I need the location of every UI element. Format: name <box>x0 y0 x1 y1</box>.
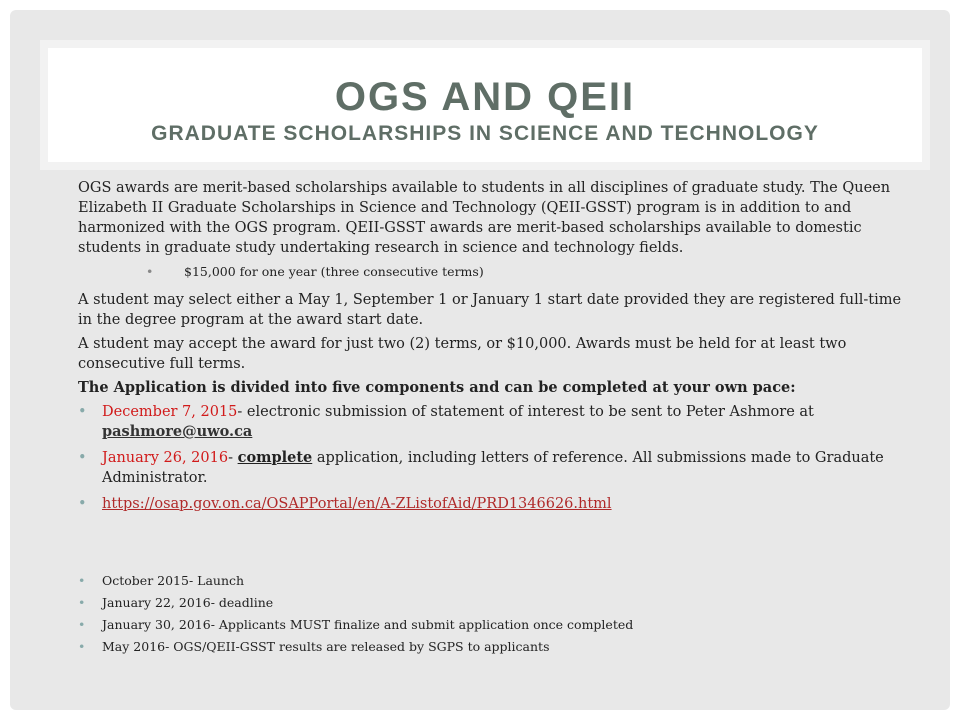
spacer <box>78 520 914 572</box>
timeline-text: May 2016- OGS/QEII-GSST results are released by SGPS to applicants <box>102 639 550 654</box>
timeline-text: January 30, 2016- Applicants MUST finalize and submit application once completed <box>102 617 634 632</box>
slide-content <box>78 178 914 660</box>
item-text: - electronic submission of statement of interest to be sent to Peter Ashmore at <box>237 404 814 420</box>
timeline-text: January 22, 2016- deadline <box>102 595 274 610</box>
timeline-list <box>78 572 914 656</box>
bullet-icon: • <box>78 573 86 588</box>
bullet-icon: • <box>78 595 86 610</box>
osap-link[interactable]: https://osap.gov.on.ca/OSAPPortal/en/A-ZListofAid/PRD1346626.html <box>102 496 612 512</box>
application-heading: The Application is divided into five components and can be completed at your own pace: <box>78 379 796 396</box>
timeline-item <box>78 572 914 590</box>
item-text: application, including letters of reference. All submissions made to Graduate Administrator. <box>102 450 884 486</box>
bullet-icon: • <box>146 264 154 279</box>
bullet-icon: • <box>78 639 86 654</box>
item-date: January 26, 2016 <box>102 450 229 466</box>
timeline-text: October 2015- Launch <box>102 573 245 588</box>
bullet-icon: • <box>78 617 86 632</box>
timeline-item <box>78 638 914 656</box>
timeline-item <box>78 594 914 612</box>
start-date-paragraph: A student may select either a May 1, September 1 or January 1 start date provided they are registered full-time in the degree program at the award start date. <box>78 292 902 328</box>
item-date: December 7, 2015 <box>102 404 238 420</box>
item-dash: - <box>228 450 238 466</box>
list-item <box>78 494 914 514</box>
slide-title: OGS AND QEII <box>334 75 636 119</box>
application-list <box>78 402 914 514</box>
slide-subtitle: GRADUATE SCHOLARSHIPS IN SCIENCE AND TECHNOLOGY <box>151 122 819 145</box>
bullet-icon: • <box>78 450 87 466</box>
timeline-item <box>78 616 914 634</box>
terms-paragraph: A student may accept the award for just two (2) terms, or $10,000. Awards must be held for at least two consecutive full terms. <box>78 336 847 372</box>
amount-bullet <box>78 262 914 282</box>
amount-text: $15,000 for one year (three consecutive terms) <box>184 264 484 279</box>
item-emphasis: complete <box>237 449 313 466</box>
intro-paragraph: OGS awards are merit-based scholarships available to students in all disciplines of graduate study. The Queen Elizabeth II Graduate Scholarships in Science and Technology (QEII-GSST) program is in addition to and harmonized with the OGS program. QEII-GSST awards are merit-based scholarships available to domestic students in graduate study undertaking research in science and technology fields. <box>78 180 891 256</box>
list-item <box>78 448 914 488</box>
title-box <box>40 40 930 170</box>
email-link[interactable]: pashmore@uwo.ca <box>102 423 253 440</box>
bullet-icon: • <box>78 496 87 512</box>
bullet-icon: • <box>78 404 87 420</box>
list-item <box>78 402 914 442</box>
